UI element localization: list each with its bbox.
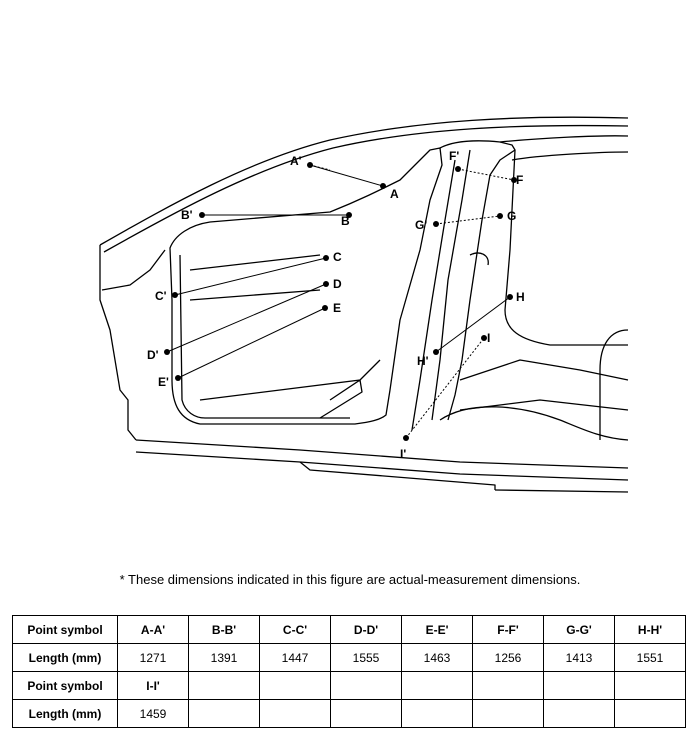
header-cell: Length (mm) (13, 700, 118, 728)
table-cell (260, 672, 331, 700)
label-g-prime: G' (415, 218, 428, 232)
point-labels (147, 149, 525, 461)
point-b-prime-dot (199, 212, 205, 218)
dimensions-table (12, 615, 686, 728)
label-i-prime: I' (400, 447, 407, 461)
table-cell (189, 672, 260, 700)
table-cell (473, 672, 544, 700)
table-cell: B-B' (189, 616, 260, 644)
label-a-prime: A' (290, 154, 302, 168)
label-d: D (333, 277, 342, 291)
point-d-dot (323, 281, 329, 287)
table-cell (331, 700, 402, 728)
table-row (13, 616, 686, 644)
point-e-prime-dot (175, 375, 181, 381)
table-cell: 1459 (118, 700, 189, 728)
label-f: F (516, 173, 524, 187)
label-d-prime: D' (147, 348, 159, 362)
point-a-dot (380, 183, 386, 189)
label-e: E (333, 301, 342, 315)
table-cell (402, 672, 473, 700)
table-cell: A-A' (118, 616, 189, 644)
table-row (13, 700, 686, 728)
point-e-dot (322, 305, 328, 311)
label-c: C (333, 250, 342, 264)
table-cell: C-C' (260, 616, 331, 644)
label-g: G (507, 209, 517, 223)
label-c-prime: C' (155, 289, 167, 303)
label-a: A (390, 187, 399, 201)
table-cell (544, 672, 615, 700)
table-cell: H-H' (615, 616, 686, 644)
point-c-dot (323, 255, 329, 261)
label-i: I (487, 331, 491, 345)
table-cell: 1447 (260, 644, 331, 672)
table-cell (260, 700, 331, 728)
table-row (13, 644, 686, 672)
table-cell (402, 700, 473, 728)
table-cell: I-I' (118, 672, 189, 700)
table-cell (189, 700, 260, 728)
measurement-note: * These dimensions indicated in this figure are actual-measurement dimensions. (119, 572, 581, 587)
table-cell (544, 700, 615, 728)
table-cell: 1413 (544, 644, 615, 672)
label-b-prime: B' (181, 208, 193, 222)
table-cell (473, 700, 544, 728)
table-cell (331, 672, 402, 700)
table-row (13, 672, 686, 700)
table-cell: 1271 (118, 644, 189, 672)
label-f-prime: F' (449, 149, 460, 163)
table-cell: D-D' (331, 616, 402, 644)
table-cell: 1463 (402, 644, 473, 672)
table-cell: 1551 (615, 644, 686, 672)
point-h-prime-dot (433, 349, 439, 355)
table-cell (615, 700, 686, 728)
label-h-prime: H' (417, 354, 429, 368)
header-cell: Point symbol (13, 672, 118, 700)
point-d-prime-dot (164, 349, 170, 355)
body-outline (100, 117, 628, 492)
header-cell: Point symbol (13, 616, 118, 644)
table-cell: 1256 (473, 644, 544, 672)
table-cell: 1555 (331, 644, 402, 672)
label-h: H (516, 290, 525, 304)
table-cell: 1391 (189, 644, 260, 672)
point-f-prime-dot (455, 166, 461, 172)
point-g-dot (497, 213, 503, 219)
point-i-prime-dot (403, 435, 409, 441)
table-cell: E-E' (402, 616, 473, 644)
header-cell: Length (mm) (13, 644, 118, 672)
point-a-prime-dot (307, 162, 313, 168)
label-e-prime: E' (158, 375, 169, 389)
table-cell: G-G' (544, 616, 615, 644)
table-cell: F-F' (473, 616, 544, 644)
table-cell (615, 672, 686, 700)
label-b: B (341, 214, 350, 228)
point-c-prime-dot (172, 292, 178, 298)
point-h-dot (507, 294, 513, 300)
point-g-prime-dot (433, 221, 439, 227)
